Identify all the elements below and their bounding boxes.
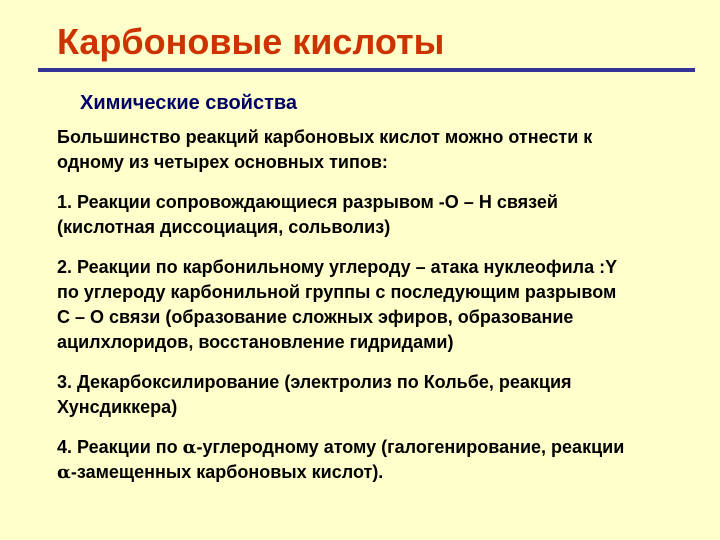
reaction-type-4-prefix: 4. Реакции по (57, 437, 183, 457)
reaction-type-2-line: С – О связи (образование сложных эфиров, образование (57, 307, 574, 327)
alpha-symbol: α (57, 462, 71, 483)
reaction-type-2-line: 2. Реакции по карбонильному углероду – атака нуклеофила :Y (57, 257, 618, 277)
reaction-type-2 (57, 255, 707, 355)
reaction-type-1-line: (кислотная диссоциация, сольволиз) (57, 217, 391, 237)
reaction-type-2-line: по углероду карбонильной группы с последующим разрывом (57, 282, 617, 302)
title-underline (38, 68, 695, 72)
reaction-type-4-line (57, 460, 707, 485)
reaction-type-4-suffix: -замещенных карбоновых кислот). (70, 462, 384, 482)
reaction-type-1-line: 1. Реакции сопровождающиеся разрывом -O – H связей (57, 192, 558, 212)
alpha-symbol: α (182, 437, 197, 458)
slide-body (57, 125, 707, 500)
reaction-type-2-line: ацилхлоридов, восстановление гидридами) (57, 332, 454, 352)
reaction-type-4 (57, 435, 707, 485)
intro-line: одному из четырех основных типов: (57, 152, 388, 172)
slide-title: Карбоновые кислоты (57, 21, 445, 62)
reaction-type-1 (57, 190, 707, 240)
reaction-type-3-line: Хунсдиккера) (57, 397, 178, 417)
reaction-type-4-line (57, 435, 707, 460)
slide-subtitle: Химические свойства (80, 92, 298, 114)
reaction-type-3 (57, 370, 707, 420)
reaction-type-4-suffix: -углеродному атому (галогенирование, реакции (196, 437, 625, 457)
reaction-type-3-line: 3. Декарбоксилирование (электролиз по Кольбе, реакция (57, 372, 572, 392)
intro-paragraph (57, 125, 707, 175)
intro-line: Большинство реакций карбоновых кислот можно отнести к (57, 127, 593, 147)
